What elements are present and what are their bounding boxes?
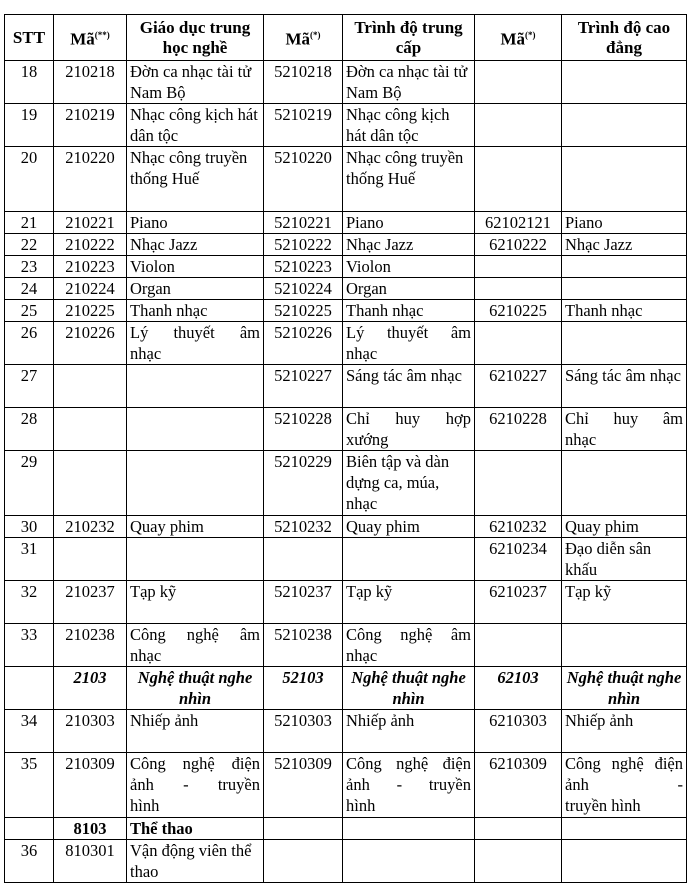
program-name-cell: Organ [127,278,264,300]
name-line: Công nghệ điện ảnh - truyền [130,754,260,794]
code-cell: 5210225 [264,300,343,322]
code-cell [54,451,127,516]
table-row [5,516,687,538]
program-name-cell: Nhạc công truyền thống Huế [127,147,264,212]
table-row [5,300,687,322]
name-line: Chỉ huy hợp [346,409,471,428]
program-name-cell [343,818,475,840]
name-line: Công nghệ điện ảnh - [565,754,683,794]
program-name-cell [343,538,475,581]
program-name-cell [343,624,475,667]
table-row [5,256,687,278]
training-codes-table [4,14,687,883]
program-name-cell [127,365,264,408]
code-cell: 6210309 [475,753,562,818]
program-name-cell [127,753,264,818]
code-cell: 6210222 [475,234,562,256]
code-cell: 5210237 [264,581,343,624]
table-row [5,451,687,516]
program-name-cell [562,104,687,147]
name-line: Công nghệ điện ảnh - truyền [346,754,471,794]
stt-cell: 27 [5,365,54,408]
code-cell: 210219 [54,104,127,147]
program-name-cell [562,818,687,840]
program-name-cell: Piano [343,212,475,234]
program-name-cell: Violon [343,256,475,278]
name-line: xướng [346,430,389,449]
program-name-cell [562,322,687,365]
program-name-cell: Quay phim [127,516,264,538]
name-line: hình [346,796,376,815]
stt-cell: 30 [5,516,54,538]
code-cell [264,840,343,883]
group-name-cell: Thể thao [127,818,264,840]
header-secondary-vocational: Giáo dục trung học nghề [127,15,264,61]
group-name-cell: Nghệ thuật nghe nhìn [343,667,475,710]
code-cell: 210220 [54,147,127,212]
program-name-cell [562,61,687,104]
stt-cell: 26 [5,322,54,365]
program-name-cell: Đờn ca nhạc tài tử Nam Bộ [343,61,475,104]
code-cell: 5210238 [264,624,343,667]
program-name-cell [562,840,687,883]
code-cell: 5210228 [264,408,343,451]
program-name-cell [343,322,475,365]
code-cell: 5210227 [264,365,343,408]
code-cell [475,147,562,212]
code-cell: 5210223 [264,256,343,278]
code-cell: 210225 [54,300,127,322]
program-name-cell [562,624,687,667]
program-name-cell [343,753,475,818]
code-cell [264,538,343,581]
program-name-cell [562,147,687,212]
code-cell: 5210224 [264,278,343,300]
program-name-cell: Đạo diễn sân khấu [562,538,687,581]
program-name-cell: Sáng tác âm nhạc [562,365,687,408]
program-name-cell: Nhạc Jazz [343,234,475,256]
stt-cell: 18 [5,61,54,104]
code-cell [475,624,562,667]
program-name-cell [343,840,475,883]
program-name-cell: Nhạc công kịch hát dân tộc [343,104,475,147]
code-cell: 5210303 [264,710,343,753]
code-cell: 210309 [54,753,127,818]
code-cell: 6210237 [475,581,562,624]
program-name-cell: Sáng tác âm nhạc [343,365,475,408]
table-row [5,753,687,818]
group-code-cell: 2103 [54,667,127,710]
table-row [5,710,687,753]
program-name-cell [127,538,264,581]
group-code-cell: 62103 [475,667,562,710]
name-line: Lý thuyết âm [130,323,260,342]
table-row [5,408,687,451]
code-cell: 6210225 [475,300,562,322]
name-line: Công nghệ âm [346,625,471,644]
program-name-cell: Nhạc công kịch hát dân tộc [127,104,264,147]
program-name-cell [127,322,264,365]
header-intermediate: Trình độ trung cấp [343,15,475,61]
group-row [5,818,687,840]
group-row [5,667,687,710]
program-name-cell: Thanh nhạc [562,300,687,322]
name-line: nhạc [346,344,378,363]
code-cell: 210224 [54,278,127,300]
code-cell: 6210303 [475,710,562,753]
code-cell: 5210220 [264,147,343,212]
table-row [5,538,687,581]
group-name-cell: Nghệ thuật nghe nhìn [562,667,687,710]
table-row [5,234,687,256]
stt-cell: 25 [5,300,54,322]
code-cell: 5210221 [264,212,343,234]
code-cell: 5210226 [264,322,343,365]
name-line: Lý thuyết âm [346,323,471,342]
stt-cell: 32 [5,581,54,624]
code-cell: 5210219 [264,104,343,147]
stt-cell: 35 [5,753,54,818]
program-name-cell: Nhạc Jazz [127,234,264,256]
program-name-cell: Violon [127,256,264,278]
name-line: nhạc [130,646,162,665]
code-cell [475,256,562,278]
code-cell: 6210232 [475,516,562,538]
stt-cell: 24 [5,278,54,300]
code-cell: 62102121 [475,212,562,234]
program-name-cell [562,278,687,300]
table-row [5,212,687,234]
program-name-cell: Nhiếp ảnh [127,710,264,753]
code-cell [475,451,562,516]
program-name-cell: Tạp kỹ [127,581,264,624]
stt-cell: 36 [5,840,54,883]
code-cell [264,818,343,840]
table-row [5,581,687,624]
program-name-cell [127,451,264,516]
stt-cell: 23 [5,256,54,278]
stt-cell: 31 [5,538,54,581]
program-name-cell: Tạp kỹ [343,581,475,624]
code-cell: 210218 [54,61,127,104]
program-name-cell: Quay phim [562,516,687,538]
group-name-cell: Nghệ thuật nghe nhìn [127,667,264,710]
header-code-intermediate: Mã(*) [264,15,343,61]
code-cell [54,365,127,408]
code-cell: 6210234 [475,538,562,581]
stt-cell [5,818,54,840]
stt-cell: 20 [5,147,54,212]
program-name-cell [562,451,687,516]
program-name-cell: Piano [562,212,687,234]
table-row [5,322,687,365]
group-code-cell: 8103 [54,818,127,840]
code-cell [475,278,562,300]
stt-cell [5,667,54,710]
code-cell [475,104,562,147]
name-line: hình [130,796,160,815]
code-cell: 5210218 [264,61,343,104]
code-cell [475,61,562,104]
program-name-cell [127,624,264,667]
program-name-cell: Biên tập và dàn dựng ca, múa, nhạc [343,451,475,516]
name-line: truyền hình [565,796,641,815]
code-cell [475,840,562,883]
code-cell: 5210222 [264,234,343,256]
code-cell: 210237 [54,581,127,624]
program-name-cell: Organ [343,278,475,300]
program-name-cell [562,256,687,278]
program-name-cell: Nhạc công truyền thống Huế [343,147,475,212]
table-row [5,61,687,104]
stt-cell: 28 [5,408,54,451]
name-line: nhạc [565,430,597,449]
program-name-cell: Đờn ca nhạc tài tử Nam Bộ [127,61,264,104]
code-cell [475,818,562,840]
table-row [5,624,687,667]
group-code-cell: 52103 [264,667,343,710]
code-cell [54,408,127,451]
stt-cell: 29 [5,451,54,516]
program-name-cell: Piano [127,212,264,234]
header-college: Trình độ cao đẳng [562,15,687,61]
name-line: Công nghệ âm [130,625,260,644]
header-row [5,15,687,61]
code-cell: 210223 [54,256,127,278]
stt-cell: 22 [5,234,54,256]
table-row [5,147,687,212]
code-cell: 6210228 [475,408,562,451]
table-row [5,104,687,147]
code-cell: 810301 [54,840,127,883]
code-cell: 5210232 [264,516,343,538]
program-name-cell [343,408,475,451]
code-cell: 210303 [54,710,127,753]
program-name-cell: Quay phim [343,516,475,538]
code-cell [475,322,562,365]
stt-cell: 33 [5,624,54,667]
header-stt: STT [5,15,54,61]
program-name-cell: Nhiếp ảnh [562,710,687,753]
stt-cell: 21 [5,212,54,234]
code-cell: 5210309 [264,753,343,818]
program-name-cell: Vận động viên thể thao [127,840,264,883]
code-cell: 210222 [54,234,127,256]
program-name-cell [562,408,687,451]
code-cell: 210238 [54,624,127,667]
program-name-cell [562,753,687,818]
program-name-cell: Nhạc Jazz [562,234,687,256]
table-row [5,365,687,408]
table-row [5,840,687,883]
program-name-cell: Nhiếp ảnh [343,710,475,753]
name-line: nhạc [130,344,162,363]
program-name-cell: Thanh nhạc [343,300,475,322]
code-cell: 5210229 [264,451,343,516]
code-cell: 210226 [54,322,127,365]
code-cell [54,538,127,581]
program-name-cell: Tạp kỹ [562,581,687,624]
name-line: nhạc [346,646,378,665]
program-name-cell [127,408,264,451]
stt-cell: 34 [5,710,54,753]
header-code-college: Mã(*) [475,15,562,61]
code-cell: 210232 [54,516,127,538]
program-name-cell: Thanh nhạc [127,300,264,322]
name-line: Chỉ huy âm [565,409,683,428]
code-cell: 6210227 [475,365,562,408]
table-row [5,278,687,300]
code-cell: 210221 [54,212,127,234]
stt-cell: 19 [5,104,54,147]
header-code-secondary: Mã(**) [54,15,127,61]
